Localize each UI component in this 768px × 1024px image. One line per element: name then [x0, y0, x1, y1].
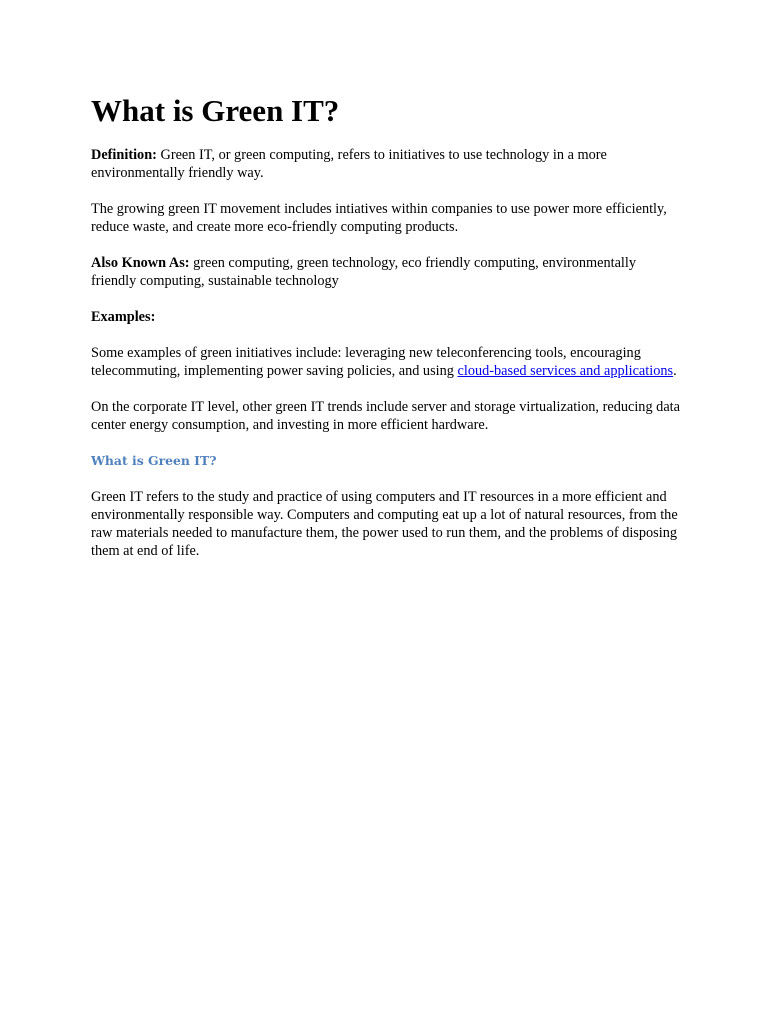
cloud-services-link[interactable]: cloud-based services and applications: [457, 363, 674, 379]
page-title: What is Green IT?: [91, 93, 340, 128]
definition-paragraph: [91, 146, 681, 182]
also-known-as-text: green computing, green technology, eco friendly computing, environmentally friendly computing, sustainable technology: [91, 255, 637, 289]
examples-heading-label: Examples:: [91, 309, 156, 325]
also-known-as-paragraph: [91, 254, 681, 290]
corporate-paragraph: On the corporate IT level, other green IT trends include server and storage virtualization, reducing data center energy consumption, and investing in more efficient hardware.: [91, 399, 680, 433]
examples-heading: [91, 308, 681, 326]
document-page: [91, 92, 681, 560]
examples-text: Some examples of green initiatives include: leveraging new teleconferencing tools, encouraging telecommuting, implementing power saving policies, and using: [91, 345, 641, 379]
definition-label: Definition:: [91, 147, 157, 163]
examples-text-end: .: [673, 363, 677, 379]
movement-paragraph: The growing green IT movement includes intiatives within companies to use power more efficiently, reduce waste, and create more eco-friendly computing products.: [91, 201, 667, 235]
examples-paragraph: [91, 344, 681, 380]
definition-text: Green IT, or green computing, refers to initiatives to use technology in a more environmentally friendly way.: [91, 147, 607, 181]
section-subheading: What is Green IT?: [91, 453, 217, 468]
also-known-as-label: Also Known As:: [91, 255, 190, 271]
green-it-paragraph: Green IT refers to the study and practice of using computers and IT resources in a more efficient and environmentally responsible way. Computers and computing eat up a lot of natural resources, from the raw materials needed to manufacture them, the power used to run them, and the problems of disposing them at end of life.: [91, 489, 678, 559]
